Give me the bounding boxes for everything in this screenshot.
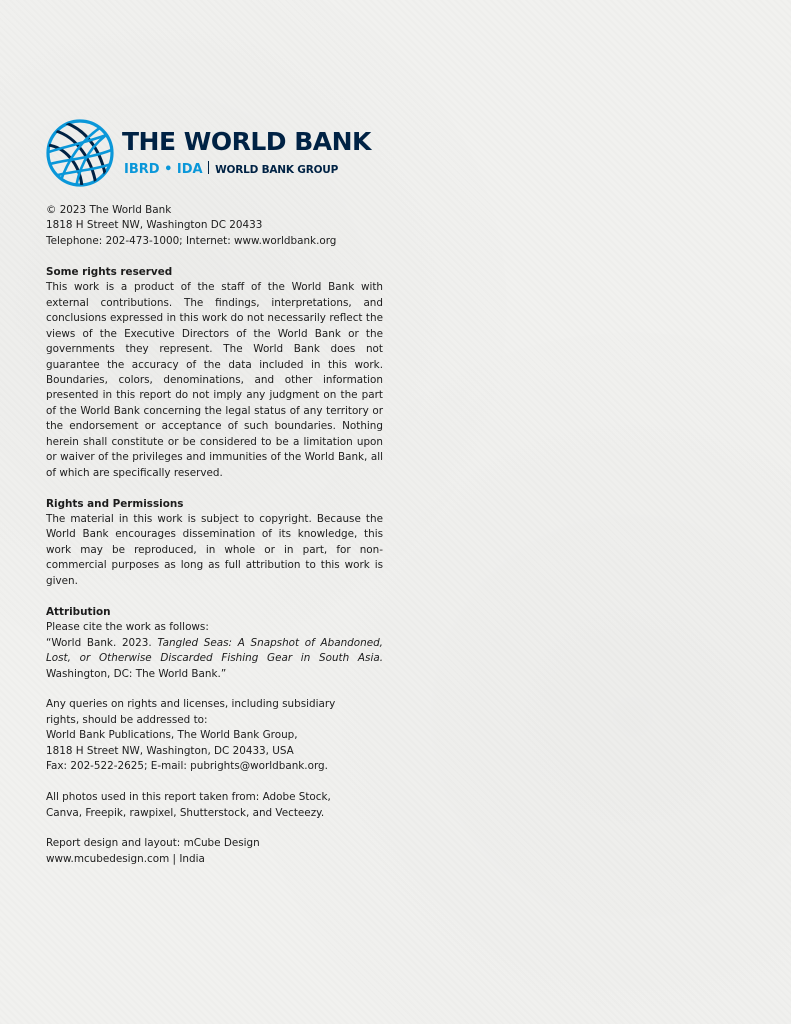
- logo-title: THE WORLD BANK: [122, 127, 371, 156]
- photos-line: Canva, Freepik, rawpixel, Shutterstock, and Vecteezy.: [46, 806, 325, 819]
- rights-permissions-heading: Rights and Permissions: [46, 497, 184, 510]
- queries-line: Fax: 202-522-2625; E-mail: pubrights@worldbank.org.: [46, 760, 328, 773]
- copyright-line: © 2023 The World Bank: [46, 204, 172, 216]
- attribution-heading: Attribution: [46, 605, 111, 618]
- queries-line: Any queries on rights and licenses, including subsidiary: [46, 698, 336, 711]
- contact-line: Telephone: 202-473-1000; Internet: www.worldbank.org: [46, 234, 337, 247]
- address-line: 1818 H Street NW, Washington DC 20433: [46, 219, 263, 232]
- world-bank-logo: [46, 119, 386, 189]
- logo-subtitle: [124, 160, 338, 178]
- photos-section: [46, 790, 383, 821]
- queries-line: 1818 H Street NW, Washington, DC 20433, USA: [46, 744, 294, 757]
- queries-line: World Bank Publications, The World Bank Group,: [46, 729, 298, 742]
- citation-prefix: “World Bank. 2023.: [46, 636, 158, 649]
- citation-suffix: Washington, DC: The World Bank.”: [46, 667, 227, 680]
- design-section: [46, 836, 383, 867]
- copyright-block: [46, 203, 383, 249]
- design-website: www.mcubedesign.com | India: [46, 852, 205, 865]
- logo-divider: [208, 161, 210, 174]
- logo-group: WORLD BANK GROUP: [215, 164, 339, 176]
- rights-reserved-section: [46, 265, 383, 481]
- attribution-citation: [46, 636, 383, 682]
- attribution-intro: Please cite the work as follows:: [46, 621, 209, 634]
- rights-reserved-body: This work is a product of the staff of the World Bank with external contributions. The findings, interpretations, and conclusions expressed in this work do not necessarily reflect the views of the Executive Directors of the World Bank or the governments they represent. The World Bank does not guarantee the accuracy of the data included in this work. Boundaries, colors, denominations, and other information presented in this report do not imply any judgment on the part of the World Bank concerning the legal status of any territory or the endorsement or acceptance of such boundaries. Nothing herein shall constitute or be considered to be a limitation upon or waiver of the privileges and immunities of the World Bank, all of which are specifically reserved.: [46, 281, 383, 479]
- globe-icon: [46, 119, 114, 187]
- attribution-section: [46, 605, 383, 682]
- queries-section: [46, 697, 383, 774]
- logo-ibrd-ida: IBRD • IDA: [124, 162, 203, 177]
- photos-line: All photos used in this report taken from: Adobe Stock,: [46, 791, 331, 804]
- rights-permissions-section: [46, 497, 383, 590]
- page-content: [46, 203, 383, 867]
- queries-line: rights, should be addressed to:: [46, 713, 208, 726]
- design-line: Report design and layout: mCube Design: [46, 837, 260, 850]
- rights-reserved-heading: Some rights reserved: [46, 265, 173, 278]
- citation-title: Tangled Seas: A Snapshot of Abandoned, Lost, or Otherwise Discarded Fishing Gear in South Asia.: [46, 636, 383, 665]
- rights-permissions-body: The material in this work is subject to copyright. Because the World Bank encourages dissemination of its knowledge, this work may be reproduced, in whole or in part, for non-commercial purposes as long as full attribution to this work is given.: [46, 513, 383, 587]
